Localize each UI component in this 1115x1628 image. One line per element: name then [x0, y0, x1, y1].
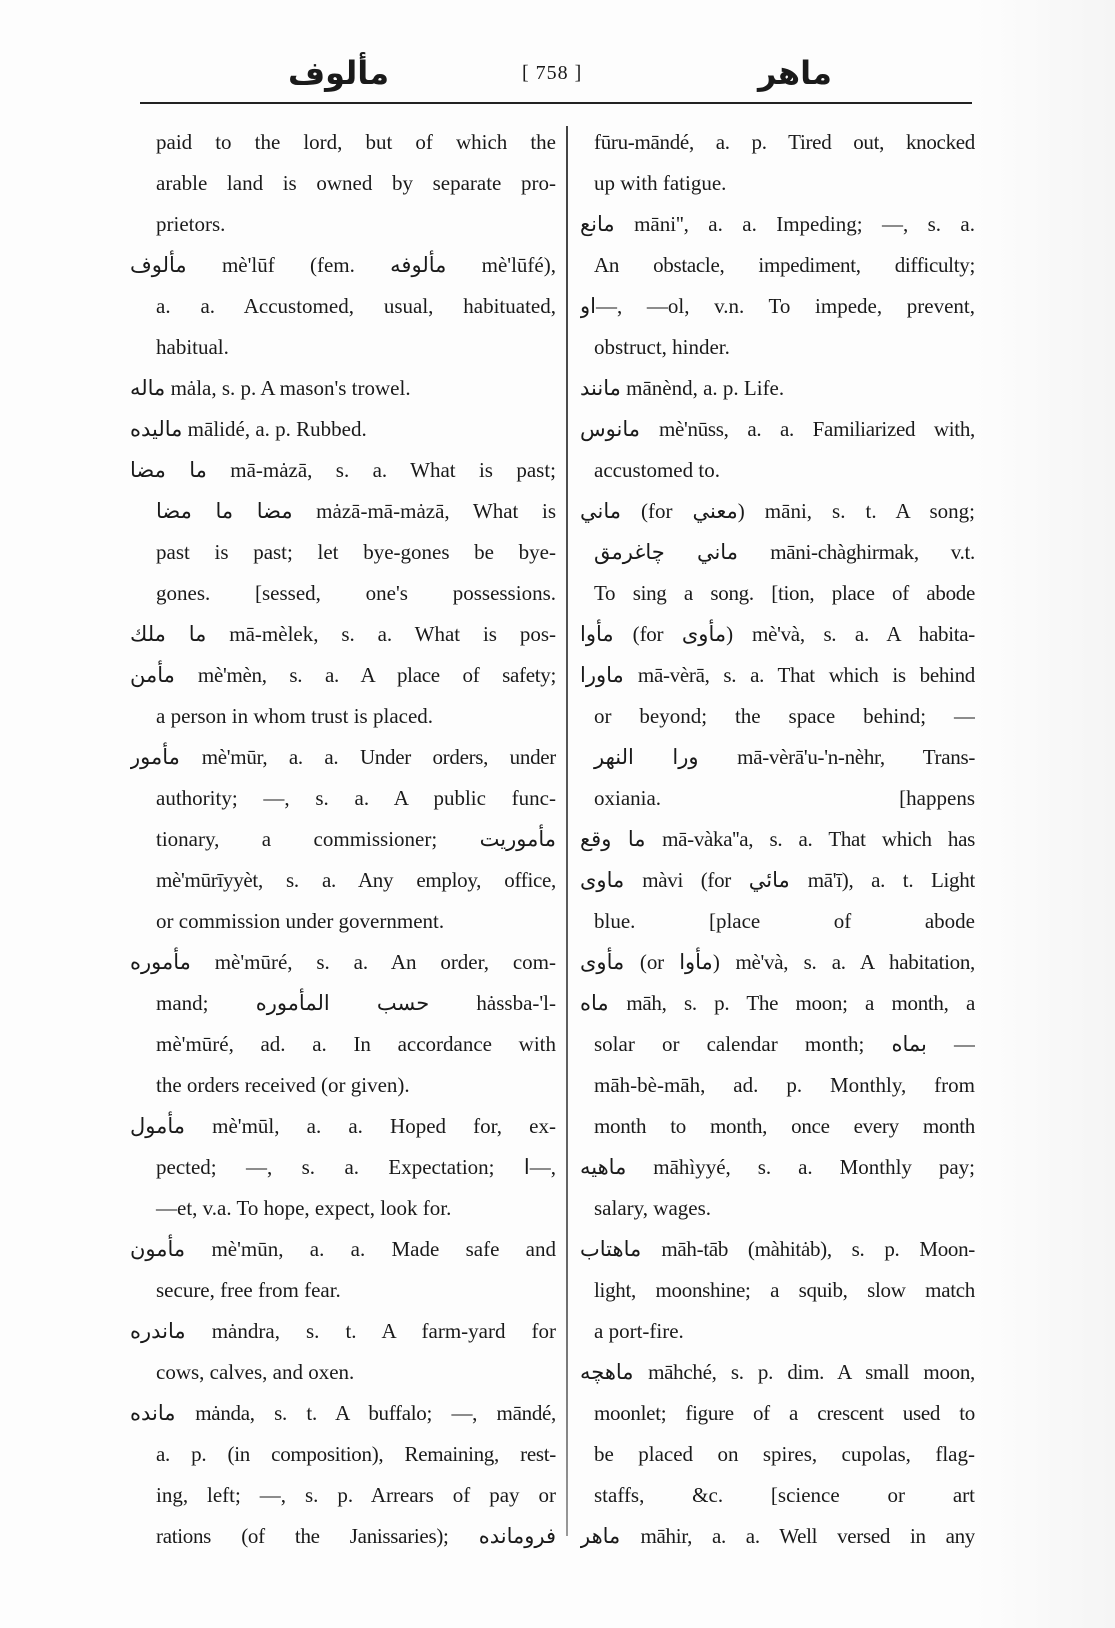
entry-line: مانع māni'', a. a. Impeding; —, s. a. [580, 212, 975, 236]
text-line: a. p. (in composition), Remaining, rest- [156, 1442, 556, 1466]
text-line: accustomed to. [594, 458, 720, 482]
header-right-word: ماهر [758, 54, 832, 92]
entry-line: ما ملك mā-mèlek, s. a. What is pos- [130, 622, 556, 646]
text-line: blue. [place of abode [594, 909, 975, 933]
entry-line: مأمور mè'mūr, a. a. Under orders, under [130, 745, 556, 769]
entry-line: ماوى màvi (for مائي mā'ī), a. t. Light [580, 868, 975, 892]
text-line: or beyond; the space behind; — [594, 704, 975, 728]
entry-line: مأموره mè'mūré, s. a. An order, com- [130, 950, 556, 974]
entry-line: مأوى (or مأوا) mè'và, s. a. A habitation, [580, 950, 975, 974]
entry-line: مألوف mè'lūf (fem. مألوفه mè'lūfé), [130, 253, 556, 277]
text-line: obstruct, hinder. [594, 335, 730, 359]
text-line: mè'mūrīyyèt, s. a. Any employ, office, [156, 868, 556, 892]
page-number: [ 758 ] [522, 62, 583, 84]
text-line: mè'mūré, ad. a. In accordance with [156, 1032, 556, 1056]
entry-line: ماورا mā-vèrā, s. a. That which is behind [580, 663, 975, 687]
entry-line: ماهر māhir, a. a. Well versed in any [580, 1524, 975, 1548]
text-line: past is past; let bye-gones be bye- [156, 540, 556, 564]
page-edge-shadow [975, 0, 1115, 1628]
text-line: oxiania. [happens [594, 786, 975, 810]
entry-line: مأمن mè'mèn, s. a. A place of safety; [130, 663, 556, 687]
text-line: or commission under government. [156, 909, 445, 933]
entry-line: ماليده mālidé, a. p. Rubbed. [130, 417, 367, 441]
text-line: cows, calves, and oxen. [156, 1360, 355, 1384]
text-line: مضا ما مضا mȧzā-mā-mȧzā, What is [156, 499, 556, 523]
text-line: arable land is owned by separate pro- [156, 171, 556, 195]
entry-line: ماني (for معني) māni, s. t. A song; [580, 499, 975, 523]
text-line: the orders received (or given). [156, 1073, 410, 1097]
text-line: tionary, a commissioner; مأموريت [156, 827, 556, 851]
text-line: a person in whom trust is placed. [156, 704, 434, 728]
column-divider [566, 126, 568, 1536]
header-rule [140, 102, 972, 104]
entry-line: مأوا (for مأوى) mè'và, s. a. A habita- [580, 622, 975, 646]
right-column [580, 122, 975, 1557]
entry-line: ماهچه māhché, s. p. dim. A small moon, [580, 1360, 975, 1384]
text-line: up with fatigue. [594, 171, 727, 195]
left-column [130, 122, 556, 1557]
text-line: —et, v.a. To hope, expect, look for. [156, 1196, 452, 1220]
text-line: secure, free from fear. [156, 1278, 341, 1302]
entry-line: ماه māh, s. p. The moon; a month, a [580, 991, 975, 1015]
entry-line: مانوس mè'nūss, a. a. Familiarized with, [580, 417, 975, 441]
text-line: moonlet; figure of a crescent used to [594, 1401, 975, 1425]
text-line: a port-fire. [594, 1319, 684, 1343]
text-line: māh-bè-māh, ad. p. Monthly, from [594, 1073, 975, 1097]
entry-line: ماله mȧla, s. p. A mason's trowel. [130, 376, 411, 400]
text-line: ing, left; —, s. p. Arrears of pay or [156, 1483, 556, 1507]
text-line: staffs, &c. [science or art [594, 1483, 975, 1507]
entry-line: مانده mȧnda, s. t. A buffalo; —, māndé, [130, 1401, 556, 1425]
text-line: salary, wages. [594, 1196, 712, 1220]
text-line: gones. [sessed, one's possessions. [156, 581, 556, 605]
text-line: An obstacle, impediment, difficulty; [594, 253, 975, 277]
running-header [140, 54, 970, 100]
entry-line: مانند mānènd, a. p. Life. [580, 376, 785, 400]
text-line: prietors. [156, 212, 226, 236]
text-line: month to month, once every month [594, 1114, 975, 1138]
entry-line: ماهتاب māh-tāb (màhitȧb), s. p. Moon- [580, 1237, 975, 1261]
text-line: ورا النهر mā-vèrā'u-'n-nèhr, Trans- [594, 745, 975, 769]
entry-line: ماندره mȧndra, s. t. A farm-yard for [130, 1319, 556, 1343]
entry-line: ما مضا mā-mȧzā, s. a. What is past; [130, 458, 556, 482]
text-line: To sing a song. [tion, place of abode [594, 581, 975, 605]
entry-line: ما وقع mā-vàka''a, s. a. That which has [580, 827, 975, 851]
text-line: solar or calendar month; بماه — [594, 1032, 975, 1056]
text-line: authority; —, s. a. A public func- [156, 786, 556, 810]
text-line: light, moonshine; a squib, slow match [594, 1278, 975, 1302]
text-line: rations (of the Janissaries); فرومانده [156, 1524, 556, 1548]
text-line: paid to the lord, but of which the [156, 130, 556, 154]
entry-line: مأمول mè'mūl, a. a. Hoped for, ex- [130, 1114, 556, 1138]
entry-line: او—, —ol, v.n. To impede, prevent, [580, 294, 975, 318]
header-left-word: مألوف [288, 54, 390, 92]
entry-line: ماهيه māhìyyé, s. a. Monthly pay; [580, 1155, 975, 1179]
text-line: fūru-māndé, a. p. Tired out, knocked [594, 130, 975, 154]
text-line: pected; —, s. a. Expectation; ا—, [156, 1155, 556, 1179]
text-line: ماني چاغرمق māni-chàghirmak, v.t. [594, 540, 975, 564]
text-line: mand; حسب المأموره hȧssba-'l- [156, 991, 556, 1015]
text-line: a. a. Accustomed, usual, habituated, [156, 294, 556, 318]
text-line: habitual. [156, 335, 229, 359]
text-line: be placed on spires, cupolas, flag- [594, 1442, 975, 1466]
entry-line: مأمون mè'mūn, a. a. Made safe and [130, 1237, 556, 1261]
